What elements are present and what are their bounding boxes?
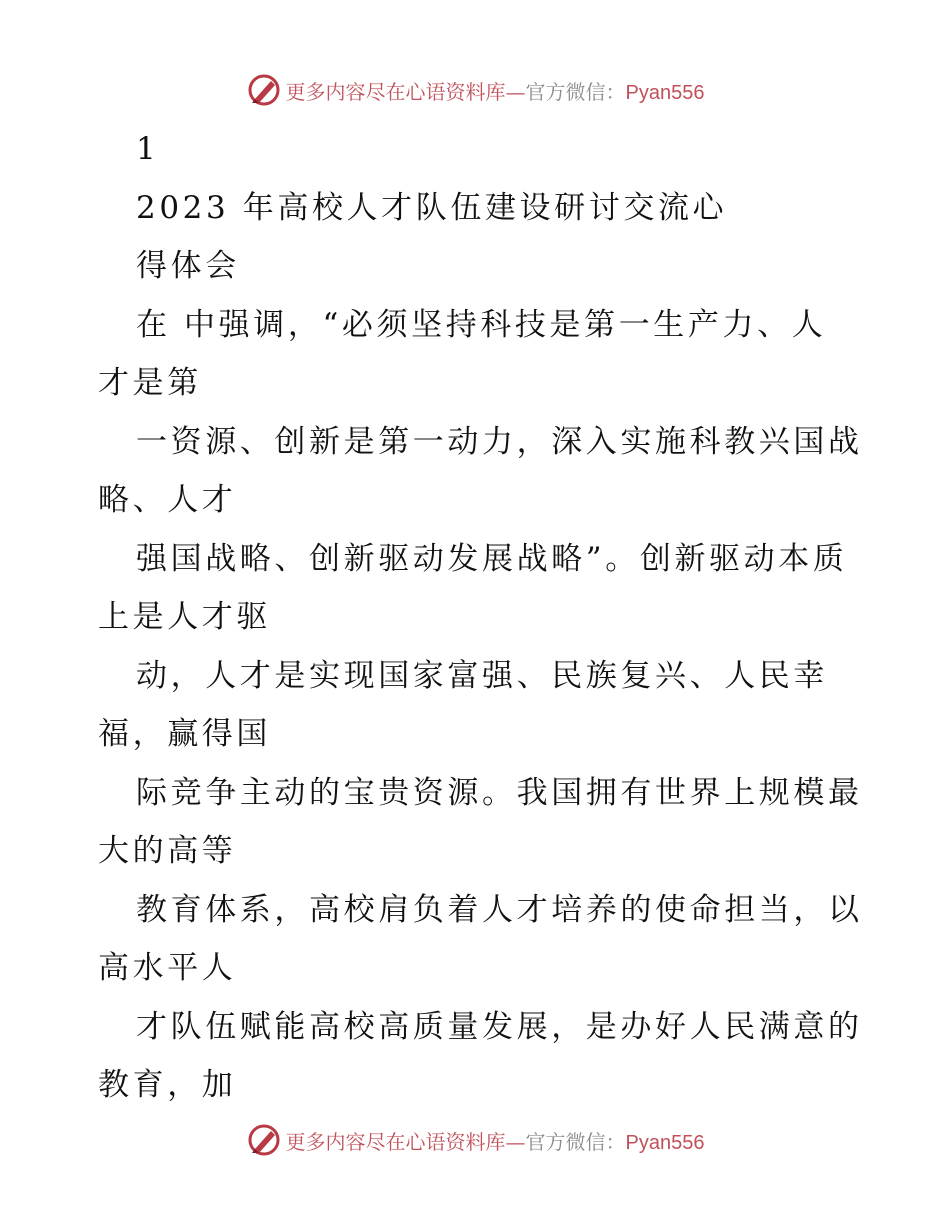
body-line: 一资源、创新是第一动力，深入实施科教兴国战 xyxy=(136,423,863,460)
body-line: 强国战略、创新驱动发展战略”。创新驱动本质 xyxy=(136,540,848,577)
watermark-dash: — xyxy=(505,79,526,104)
watermark-footer xyxy=(0,1120,950,1160)
watermark-account: Pyan556 xyxy=(625,81,705,104)
watermark-site-text: 更多内容尽在心语资料库 xyxy=(285,79,506,104)
body-line: 大的高等 xyxy=(98,833,237,869)
pen-logo-icon xyxy=(246,1122,282,1158)
pen-logo-icon xyxy=(246,72,282,108)
body-line: 教育，加 xyxy=(98,1067,237,1103)
watermark-header xyxy=(0,70,950,110)
document-title-line-2: 得体会 xyxy=(136,248,240,284)
document-body xyxy=(0,120,950,1115)
body-line: 高水平人 xyxy=(98,950,237,986)
watermark-account: Pyan556 xyxy=(625,1131,705,1154)
body-line: 才是第 xyxy=(98,365,202,401)
watermark-dash: — xyxy=(505,1129,526,1154)
page-number: 1 xyxy=(136,131,160,167)
body-line: 动，人才是实现国家富强、民族复兴、人民幸 xyxy=(136,657,828,694)
watermark-label: 官方微信： xyxy=(525,1129,626,1154)
body-line: 教育体系，高校肩负着人才培养的使命担当，以 xyxy=(136,891,863,928)
body-line: 上是人才驱 xyxy=(98,599,271,635)
watermark-site-text: 更多内容尽在心语资料库 xyxy=(285,1129,506,1154)
watermark-label: 官方微信： xyxy=(525,79,626,104)
body-line: 在 中强调，“必须坚持科技是第一生产力、人 xyxy=(136,306,827,343)
body-line: 际竞争主动的宝贵资源。我国拥有世界上规模最 xyxy=(136,774,863,811)
body-line: 略、人才 xyxy=(98,482,237,518)
body-line: 才队伍赋能高校高质量发展，是办好人民满意的 xyxy=(136,1008,863,1045)
body-line: 福，赢得国 xyxy=(98,716,271,752)
document-title-line-1: 2023 年高校人才队伍建设研讨交流心 xyxy=(136,189,728,226)
